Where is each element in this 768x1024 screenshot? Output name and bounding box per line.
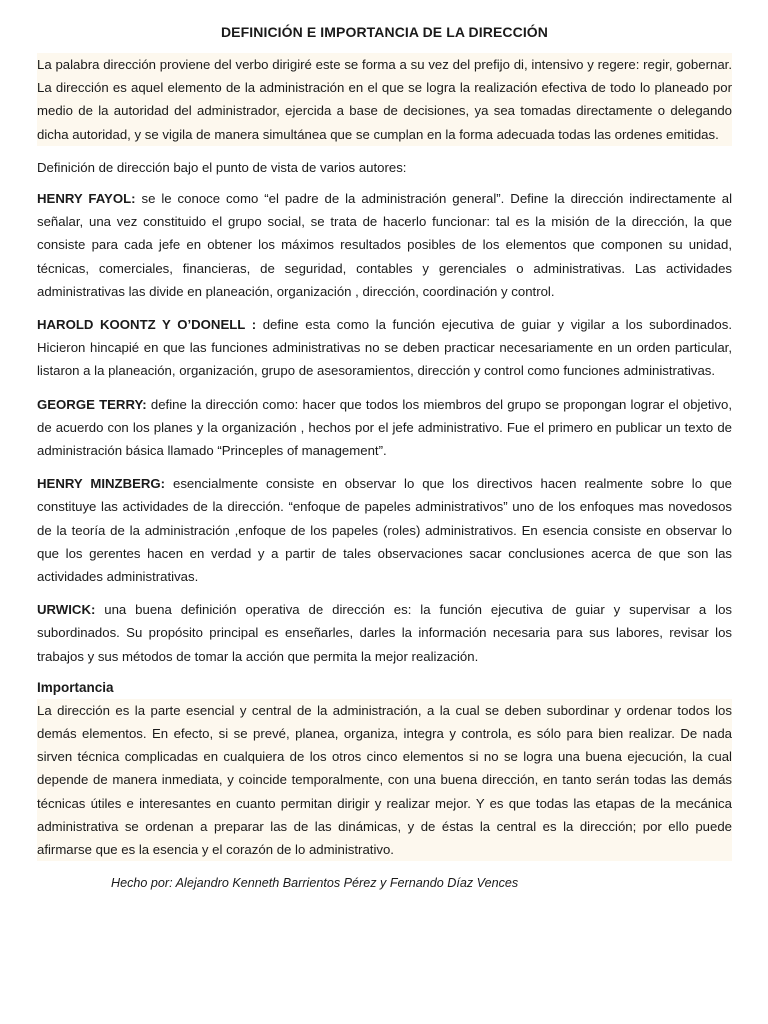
author-text: define la dirección como: hacer que todos los miembros del grupo se propongan lograr el objetivo, de acuerdo con los planes y la organización , hechos por el jefe administrativo. Fue el primero en publicar un texto de administración básica llamado “Princeples of management”. xyxy=(37,396,733,459)
author-text: se le conoce como “el padre de la administración general”. Define la dirección indirectamente al señalar, una vez constituido el grupo social, se trata de hacerlo funcionar: tal es la misión de la dirección, la que consiste para cada jefe en obtener los máximos resultados posibles de los elementos que componen su unidad, técnicas, comerciales, financieras, de seguridad, contables y gerenciales o administrativas. Las actividades administrativas las divide en planeación, organización , dirección, coordinación y control. xyxy=(37,191,732,299)
author-definition-minzberg xyxy=(37,472,732,588)
author-definition-koontz xyxy=(37,313,732,383)
importance-heading: Importancia xyxy=(37,679,114,695)
author-name: HENRY FAYOL: xyxy=(37,191,136,207)
document-page xyxy=(37,22,732,893)
author-definition-fayol xyxy=(37,187,732,303)
author-name: GEORGE TERRY: xyxy=(37,396,147,412)
author-definition-terry xyxy=(37,393,732,463)
importance-paragraph: La dirección es la parte esencial y central de la administración, a la cual se deben subordinar y ordenar todos los demás elementos. En efecto, si se prevé, planea, organiza, integra y controla, es sólo para bien realizar. De nada sirven técnica complicadas en cualquiera de los otros cinco elementos si no se logra una buena ejecución, la cual depende de manera inmediata, y coincide temporalmente, con una buena dirección, en tanto serán todas las demás técnicas útiles e interesantes en cuanto permitan dirigir y realizar mejor. Y es que todas las etapas de la mecánica administrativa se ordenan a preparar las de las dinámicas, y de éstas la central es la dirección; por ello puede afirmarse que es la esencia y el corazón de lo administrativo. xyxy=(37,699,732,861)
author-text: una buena definición operativa de dirección es: la función ejecutiva de guiar y supervisar a los subordinados. Su propósito principal es enseñarles, darles la información necesaria para sus labores, revisar los trabajos y sus métodos de tomar la acción que permita la mejor realización. xyxy=(37,602,732,664)
author-name: HENRY MINZBERG: xyxy=(37,476,166,492)
author-credit: Hecho por: Alejandro Kenneth Barrientos Pérez y Fernando Díaz Vences xyxy=(111,876,519,891)
document-title: DEFINICIÓN E IMPORTANCIA DE LA DIRECCIÓN xyxy=(220,24,549,40)
author-definition-urwick xyxy=(37,598,732,668)
author-text: define esta como la función ejecutiva de guiar y vigilar a los subordinados. Hicieron hincapié en que las funciones administrativas no se deben practicar necesariamente en un orden particular, listaron a la planeación, organización, grupo de asesoramientos, dirección y control como funciones administrativas. xyxy=(37,317,732,379)
intro-paragraph: La palabra dirección proviene del verbo dirigiré este se forma a su vez del prefijo di, intensivo y regere: regir, gobernar. La dirección es aquel elemento de la administración en el que se logra la realización efectiva de todo lo planeado por medio de la autoridad del administrador, ejercida a base de decisiones, ya sea tomadas directamente o delegando dicha autoridad, y se vigila de manera simultánea que se cumplan en la forma adecuada todas las ordenes emitidas. xyxy=(37,53,732,146)
author-name: HAROLD KOONTZ Y O’DONELL : xyxy=(37,317,257,333)
author-name: URWICK: xyxy=(37,602,96,618)
author-text: esencialmente consiste en observar lo que los directivos hacen realmente sobre lo que constituye las actividades de la dirección. “enfoque de papeles administrativos” uno de los enfoques mas novedosos de la teoría de la administración ,enfoque de los papeles (roles) administrativos. En esencia consiste en observar lo que los gerentes hacen en verdad y a partir de tales observaciones sacar conclusiones acerca de que son las actividades administrativas. xyxy=(37,476,732,585)
definitions-lead: Definición de dirección bajo el punto de vista de varios autores: xyxy=(37,159,407,175)
